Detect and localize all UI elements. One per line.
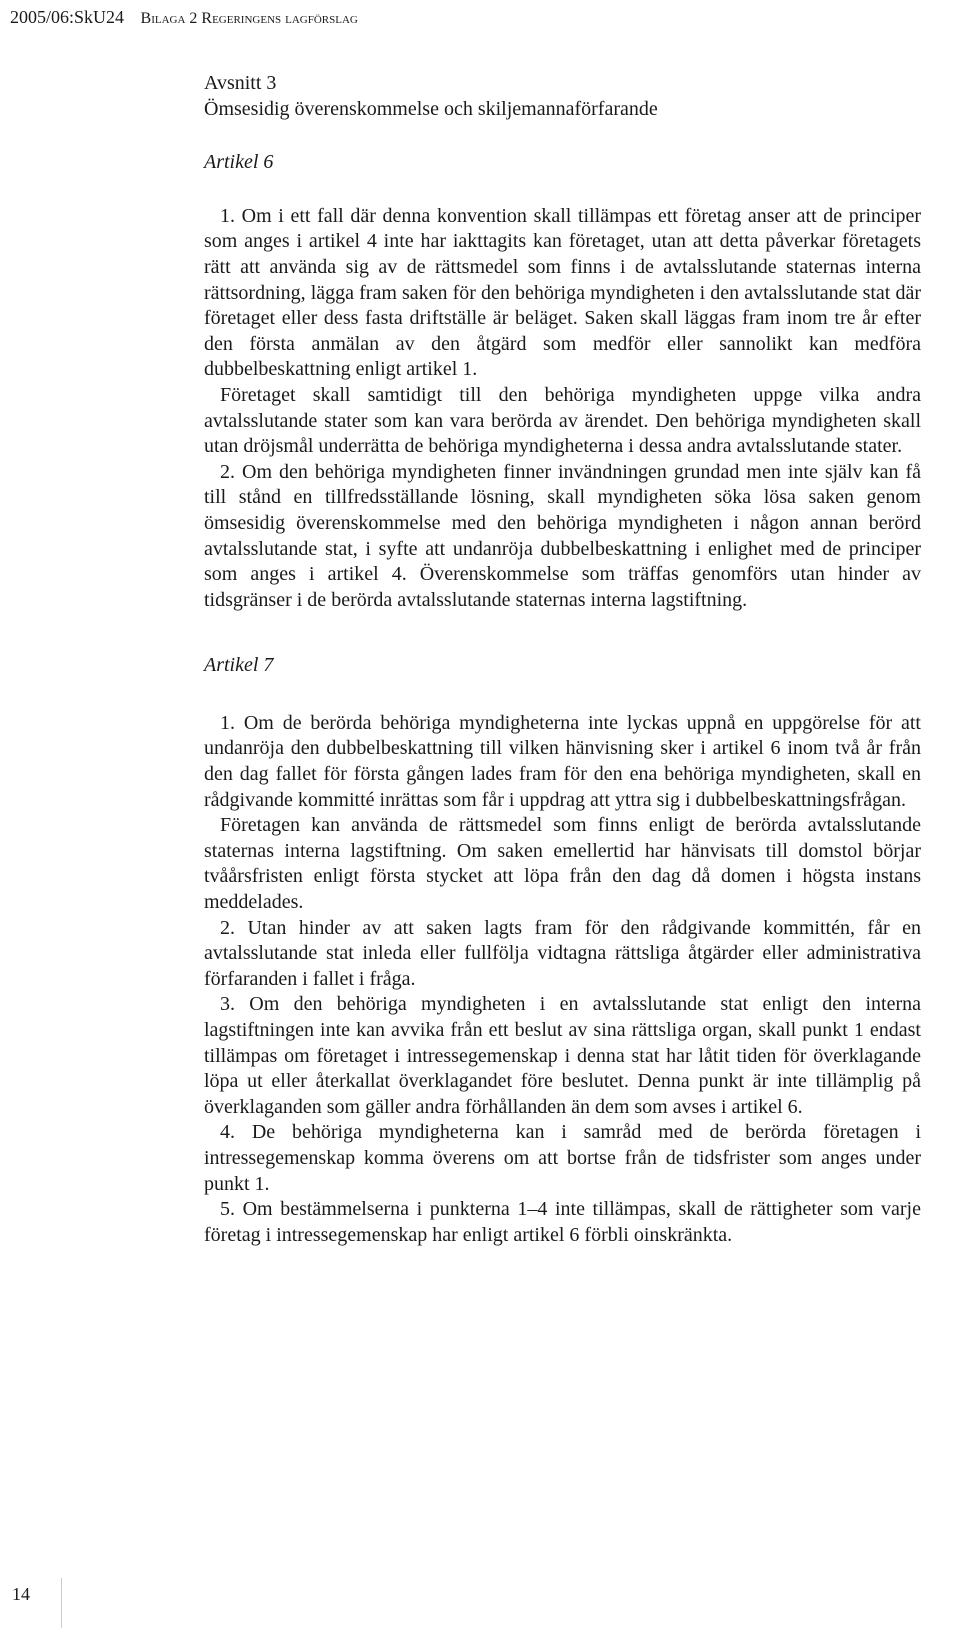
document-id: 2005/06:SkU24: [10, 7, 125, 27]
running-header: [10, 7, 358, 28]
margin-divider: [61, 1578, 62, 1628]
article-7-paragraph-3: 2. Utan hinder av att saken lagts fram för den rådgivande kommittén, får en avtalsslutande stat inleda eller fullfölja vidtagna rättsliga åtgärder eller administrativa förfaranden i fallet i fråga.: [204, 916, 921, 990]
article-7-paragraph-1: 1. Om de berörda behöriga myndigheterna inte lyckas uppnå en uppgörelse för att undanröja den dubbelbeskattning till vilken hänvisning sker i artikel 6 inom två år från den dag fallet för första gången lades fram för den ena behöriga myndigheten, skall en rådgivande kommitté inrättas som får i uppdrag att yttra sig i dubbelbeskattningsfrågan.: [204, 711, 921, 811]
article-6-paragraph-1: 1. Om i ett fall där denna konvention skall tillämpas ett företag anser att de principer som anges i artikel 4 inte har iakttagits kan företaget, utan att detta påverkar företagets rätt att använda sig av de rättsmedel som finns i de avtalsslutande staternas interna rättsordning, lägga fram saken för den behöriga myndigheten i den avtalsslutande stat där företaget eller dess fasta driftställe är beläget. Saken skall läggas fram inom tre år efter den första anmälan av den åtgärd som medför eller sannolikt kan medföra dubbelbeskattning enligt artikel 1.: [204, 204, 921, 381]
article-7-paragraph-2: Företagen kan använda de rättsmedel som finns enligt de berörda avtalsslutande staternas interna lagstiftning. Om saken emellertid har hänvisats till domstol börjar tvåårsfristen enligt första stycket att löpa från den dag då domen i högsta instans meddelades.: [204, 814, 921, 914]
header-title: Bilaga 2 Regeringens lagförslag: [140, 10, 358, 27]
article-7-paragraph-5: 4. De behöriga myndigheterna kan i samråd med de berörda företagen i intressegemenskap komma överens om att bortse från de tidsfrister som anges under punkt 1.: [204, 1121, 921, 1195]
section-label: Avsnitt 3: [204, 72, 277, 94]
article-7-paragraph-4: 3. Om den behöriga myndigheten i en avtalsslutande stat enligt den interna lagstiftningen inte kan avvika från ett beslut av sina rättsliga organ, skall punkt 1 endast tillämpas om företaget i intressegemenskap i denna stat har låtit tiden för överklagande löpa ut eller återkallat överklagandet före beslutet. Denna punkt är inte tillämplig på överklaganden som gäller andra förhållanden än dem som avses i artikel 6.: [204, 993, 921, 1118]
article-6-paragraph-3: 2. Om den behöriga myndigheten finner invändningen grundad men inte själv kan få till stånd en tillfredsställande lösning, skall myndigheten söka lösa saken genom ömsesidig överenskommelse med den behöriga myndigheten i någon annan berörd avtalsslutande stat, i syfte att undanröja dubbelbeskattning i enlighet med de principer som anges i artikel 4. Överenskommelse som träffas genomförs utan hinder av tidsgränser i de berörda avtalsslutande staternas interna lagstiftning.: [204, 460, 921, 611]
article-6-heading: Artikel 6: [204, 151, 274, 174]
article-7-paragraph-6: 5. Om bestämmelserna i punkterna 1–4 inte tillämpas, skall de rättigheter som varje företag i intressegemenskap har enligt artikel 6 förbli oinskränkta.: [204, 1198, 921, 1246]
article-6-paragraph-2: Företaget skall samtidigt till den behöriga myndigheten uppge vilka andra avtalsslutande stater som kan vara berörda av ärendet. Den behöriga myndigheten skall utan dröjsmål underrätta de behöriga myndigheterna i dessa andra avtalsslutande stater.: [204, 383, 921, 458]
article-7-heading: Artikel 7: [204, 654, 274, 677]
page-body: [204, 71, 921, 1248]
page-number: 14: [12, 1584, 30, 1604]
section-title: Ömsesidig överenskommelse och skiljemannaförfarande: [204, 97, 658, 120]
